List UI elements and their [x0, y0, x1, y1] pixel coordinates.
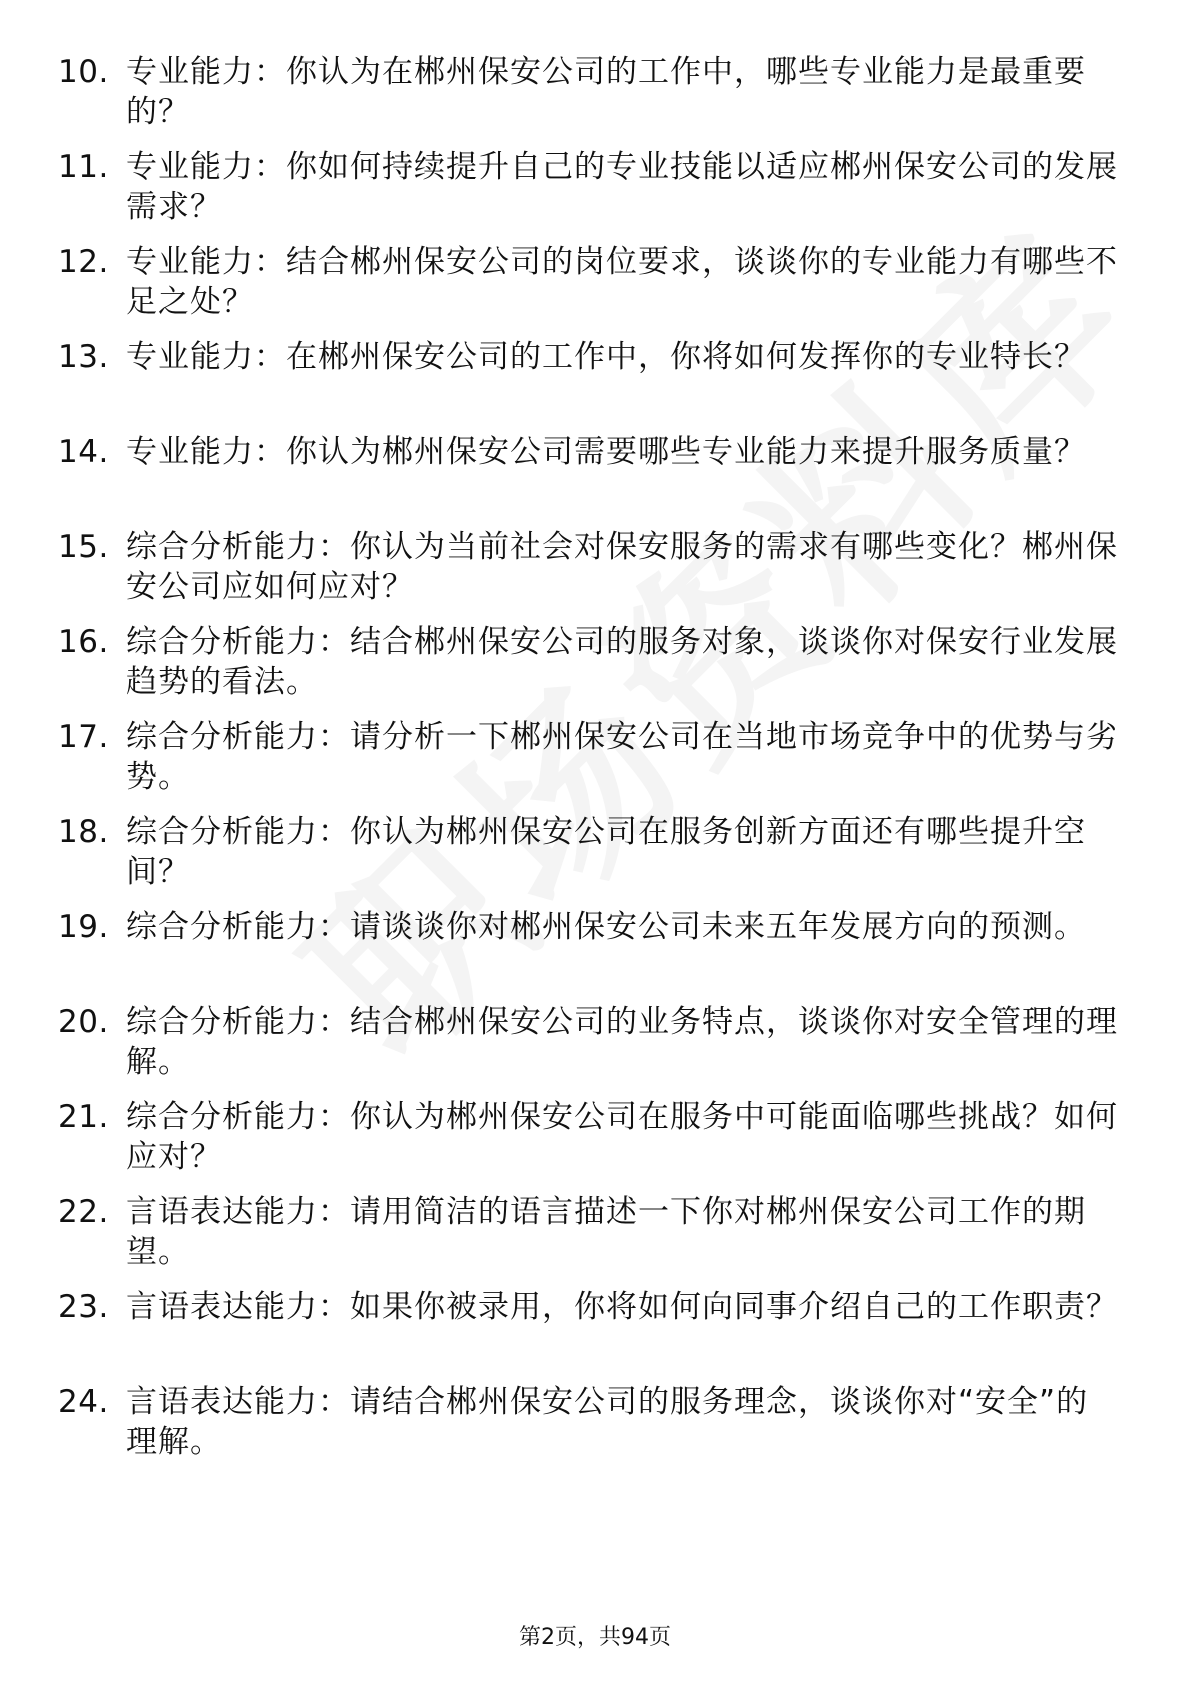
list-item — [58, 1287, 1118, 1382]
question-number: 24. — [58, 1384, 109, 1420]
question-number: 14. — [58, 434, 109, 470]
question-text: 综合分析能力：结合郴州保安公司的服务对象，谈谈你对保安行业发展趋势的看法。 — [126, 624, 1118, 700]
question-number: 16. — [58, 624, 109, 660]
question-text: 专业能力：结合郴州保安公司的岗位要求，谈谈你的专业能力有哪些不足之处？ — [126, 244, 1118, 320]
question-number: 20. — [58, 1004, 109, 1040]
question-text: 专业能力：你认为郴州保安公司需要哪些专业能力来提升服务质量？ — [126, 434, 1086, 470]
list-item — [58, 1382, 1118, 1477]
question-list — [58, 52, 1118, 1477]
question-number: 18. — [58, 814, 109, 850]
question-number: 17. — [58, 719, 109, 755]
question-number: 11. — [58, 149, 109, 185]
question-text: 言语表达能力：请用简洁的语言描述一下你对郴州保安公司工作的期望。 — [126, 1194, 1086, 1270]
question-text: 综合分析能力：请谈谈你对郴州保安公司未来五年发展方向的预测。 — [126, 909, 1086, 945]
list-item — [58, 622, 1118, 717]
list-item — [58, 432, 1118, 527]
question-text: 综合分析能力：请分析一下郴州保安公司在当地市场竞争中的优势与劣势。 — [126, 719, 1118, 795]
question-number: 15. — [58, 529, 109, 565]
page-number: 第2页，共94页 — [519, 1625, 671, 1650]
question-text: 言语表达能力：请结合郴州保安公司的服务理念，谈谈你对“安全”的理解。 — [126, 1384, 1089, 1460]
list-item — [58, 527, 1118, 622]
list-item — [58, 337, 1118, 432]
list-item — [58, 1192, 1118, 1287]
list-item — [58, 812, 1118, 907]
question-text: 综合分析能力：你认为郴州保安公司在服务中可能面临哪些挑战？如何应对？ — [126, 1099, 1118, 1175]
question-text: 综合分析能力：你认为郴州保安公司在服务创新方面还有哪些提升空间？ — [126, 814, 1086, 890]
question-number: 19. — [58, 909, 109, 945]
question-number: 23. — [58, 1289, 109, 1325]
question-text: 综合分析能力：结合郴州保安公司的业务特点，谈谈你对安全管理的理解。 — [126, 1004, 1118, 1080]
list-item — [58, 242, 1118, 337]
list-item — [58, 907, 1118, 1002]
list-item — [58, 1002, 1118, 1097]
question-text: 言语表达能力：如果你被录用，你将如何向同事介绍自己的工作职责？ — [126, 1289, 1118, 1325]
list-item — [58, 147, 1118, 242]
list-item — [58, 52, 1118, 147]
question-number: 10. — [58, 54, 109, 90]
list-item — [58, 717, 1118, 812]
question-text: 专业能力：你如何持续提升自己的专业技能以适应郴州保安公司的发展需求？ — [126, 149, 1118, 225]
question-text: 专业能力：在郴州保安公司的工作中，你将如何发挥你的专业特长？ — [126, 339, 1086, 375]
question-number: 12. — [58, 244, 109, 280]
question-number: 21. — [58, 1099, 109, 1135]
question-number: 13. — [58, 339, 109, 375]
question-text: 专业能力：你认为在郴州保安公司的工作中，哪些专业能力是最重要的？ — [126, 54, 1086, 130]
question-text: 综合分析能力：你认为当前社会对保安服务的需求有哪些变化？郴州保安公司应如何应对？ — [126, 529, 1118, 605]
page-footer — [0, 1624, 1190, 1652]
question-number: 22. — [58, 1194, 109, 1230]
list-item — [58, 1097, 1118, 1192]
